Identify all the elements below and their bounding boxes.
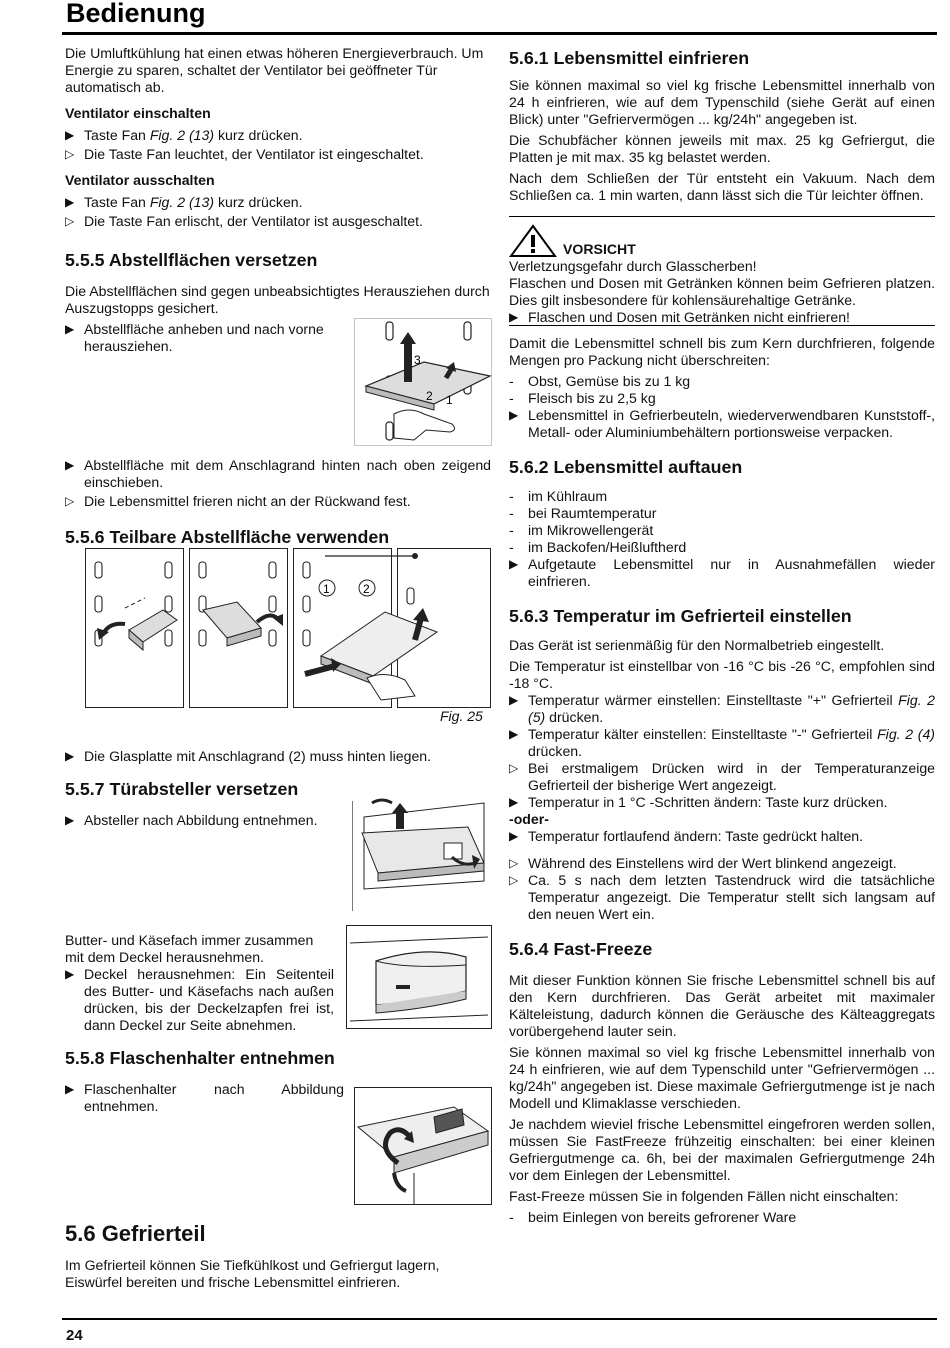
figure-reference: Fig. 2 (4) (877, 726, 935, 742)
fast-freeze-item: - beim Einlegen von bereits gefrorener Ware (509, 1209, 797, 1225)
divided-shelf-illustration (85, 548, 491, 708)
vent-off-result: ▷ Die Taste Fan erlischt, der Ventilator ist ausgeschaltet. (65, 213, 423, 229)
or-separator: -oder- (509, 811, 549, 827)
step-arrow-icon: ▶ (509, 829, 519, 843)
temp-blinking-result: ▷ Während des Einstellens wird der Wert blinkend angezeigt. (509, 855, 897, 871)
warning-step: ▶ Flaschen und Dosen mit Getränken nicht einfrieren! (509, 309, 850, 325)
temp-step-1c: ▶ Temperatur in 1 °C -Schritten ändern: Taste kurz drücken. (509, 794, 888, 810)
warning-line-1: Verletzungsgefahr durch Glasscherben! (509, 258, 757, 274)
warning-line-2: Flaschen und Dosen mit Getränken können beim Gefrieren platzen. Dies gilt insbesondere für kohlensäurehaltige Getränke. (509, 275, 935, 308)
section-5-6-heading: 5.6 Gefrierteil (65, 1221, 206, 1246)
step-arrow-icon: ▶ (65, 813, 75, 827)
thaw-item: - bei Raumtemperatur (509, 505, 657, 521)
warning-title: VORSICHT (563, 241, 636, 257)
divided-shelf-label-1: 1 (323, 582, 330, 596)
section-5-6-2-heading: 5.6.2 Lebensmittel auftauen (509, 457, 743, 477)
amount-item: - Obst, Gemüse bis zu 1 kg (509, 373, 691, 389)
vent-off-step: ▶ Taste Fan Fig. 2 (13) kurz drücken. (65, 194, 303, 210)
glass-plate-step: ▶ Die Glasplatte mit Anschlagrand (2) muss hinten liegen. (65, 748, 432, 764)
warning-rule-bottom (509, 325, 935, 326)
temp-colder-step: ▶ Temperatur kälter einstellen: Einstelltaste "-" Gefrierteil Fig. 2 (4) drücken. (509, 726, 935, 759)
section-5-5-7-heading: 5.5.7 Türabsteller versetzen (65, 779, 299, 799)
step-arrow-icon: ▶ (509, 727, 519, 741)
step-arrow-icon: ▶ (65, 1082, 75, 1096)
step-arrow-icon: ▶ (65, 128, 75, 142)
result-arrow-icon: ▷ (65, 214, 75, 228)
section-5-6-text: Im Gefrierteil können Sie Tiefkühlkost und Gefriergut lagern, Eiswürfel bereiten und frische Lebensmittel einfrieren. (65, 1257, 440, 1290)
vacuum-paragraph: Nach dem Schließen der Tür entsteht ein Vakuum. Nach dem Schließen ca. 1 min warten, dann lässt sich die Tür leichter öffnen. (509, 170, 935, 203)
figure-25-caption: Fig. 25 (440, 708, 483, 724)
door-shelf-step: ▶ Absteller nach Abbildung entnehmen. (65, 812, 318, 828)
result-arrow-icon: ▷ (509, 761, 519, 775)
temp-continuous-step: ▶ Temperatur fortlaufend ändern: Taste gedrückt halten. (509, 828, 864, 844)
result-arrow-icon: ▷ (509, 856, 519, 870)
refreeze-step: ▶ Aufgetaute Lebensmittel nur in Ausnahmefällen wieder einfrieren. (509, 556, 935, 589)
step-arrow-icon: ▶ (65, 322, 75, 336)
divided-shelf-figure (85, 548, 491, 708)
section-5-5-5-intro: Die Abstellflächen sind gegen unbeabsichtigtes Herausziehen durch Auszugstopps gesichert. (65, 283, 490, 316)
step-arrow-icon: ▶ (65, 967, 75, 981)
intro-paragraph: Die Umluftkühlung hat einen etwas höheren Energieverbrauch. Um Energie zu sparen, schaltet der Ventilator bei geöffneter Tür automatisch ab. (65, 45, 484, 95)
shelf-label-2: 2 (426, 389, 433, 403)
section-5-6-1-heading: 5.6.1 Lebensmittel einfrieren (509, 48, 750, 68)
fast-freeze-paragraph-2: Sie können maximal so viel kg frische Lebensmittel innerhalb von 24 h einfrieren, wie auf dem Typenschild unter "Gefriervermögen ... kg/24h" angegeben ist. Diese maximale Gefriergutmenge ist je nach Modell und Klimaklasse verschieden. (509, 1044, 935, 1111)
drawer-load-paragraph: Die Schubfächer können jeweils mit max. 25 kg Gefriergut, die Platten je mit max. 35 kg belastet werden. (509, 132, 935, 165)
figure-reference: Fig. 2 (13) (149, 194, 215, 210)
warning-box (509, 216, 935, 326)
vent-on-result: ▷ Die Taste Fan leuchtet, der Ventilator ist eingeschaltet. (65, 146, 424, 162)
result-arrow-icon: ▷ (65, 494, 75, 508)
door-shelf-illustration (352, 793, 492, 911)
section-5-5-6-heading: 5.5.6 Teilbare Abstellfläche verwenden (65, 527, 390, 547)
footer-rule (62, 1318, 937, 1320)
fast-freeze-paragraph-4: Fast-Freeze müssen Sie in folgenden Fällen nicht einschalten: (509, 1188, 899, 1204)
butter-compartment-illustration (346, 925, 492, 1029)
divided-shelf-label-2: 2 (363, 582, 370, 596)
temp-first-press-result: ▷ Bei erstmaligem Drücken wird in der Temperaturanzeige Gefrierteil der bisherige Wert angezeigt. (509, 760, 935, 793)
packing-step: ▶ Lebensmittel in Gefrierbeuteln, wiederverwendbaren Kunststoff-, Metall- oder Aluminiumbehältern portionsweise verpacken. (509, 407, 935, 440)
header-rule (62, 32, 937, 35)
thaw-item: - im Backofen/Heißluftherd (509, 539, 687, 555)
right-column (509, 45, 935, 1226)
temp-actual-result: ▷ Ca. 5 s nach dem letzten Tastendruck wird die tatsächliche Temperatur angezeigt. Die Temperatur stellt sich langsam auf den neuen Wert ein. (509, 872, 935, 922)
section-5-5-5-heading: 5.5.5 Abstellflächen versetzen (65, 250, 318, 270)
warning-triangle-icon (509, 224, 557, 258)
vent-on-heading: Ventilator einschalten (65, 105, 211, 121)
figure-reference: Fig. 2 (13) (149, 127, 215, 143)
shelf-remove-step: ▶ Abstellfläche anheben und nach vorne herausziehen. (65, 321, 324, 354)
result-arrow-icon: ▷ (65, 147, 75, 161)
temp-warmer-step: ▶ Temperatur wärmer einstellen: Einstelltaste "+" Gefrierteil Fig. 2 (5) drücken. (509, 692, 935, 725)
shelf-insert-step: ▶ Abstellfläche mit dem Anschlagrand hinten nach oben zeigend einschieben. (65, 457, 491, 490)
amount-item: - Fleisch bis zu 2,5 kg (509, 390, 656, 406)
amount-intro: Damit die Lebensmittel schnell bis zum Kern durchfrieren, folgende Mengen pro Packung nicht überschreiten: (509, 335, 935, 368)
thaw-item: - im Kühlraum (509, 488, 608, 504)
result-arrow-icon: ▷ (509, 873, 519, 887)
fast-freeze-paragraph-3: Je nachdem wieviel frische Lebensmittel eingefroren werden sollen, müssen Sie FastFreeze frühzeitig einschalten: bei einer kleinen Gefriergutmenge ca. 6h, bei der maximalen Gefriergutmenge 24h vor dem Einlegen der Lebensmittel. (509, 1116, 935, 1183)
temp-default-paragraph: Das Gerät ist serienmäßig für den Normalbetrieb eingestellt. (509, 637, 885, 653)
shelf-label-1: 1 (446, 393, 453, 407)
step-arrow-icon: ▶ (509, 557, 519, 571)
step-arrow-icon: ▶ (65, 458, 75, 472)
freeze-capacity-paragraph: Sie können maximal so viel kg frische Lebensmittel innerhalb von 24 h einfrieren, wie auf dem Typenschild (siehe Gerät auf einen Blick) unter "Gefriervermögen ... kg/24h" angegeben ist. (509, 77, 935, 127)
section-5-6-4-heading: 5.6.4 Fast-Freeze (509, 939, 653, 959)
page-title: Bedienung (66, 0, 206, 28)
section-5-6-3-heading: 5.6.3 Temperatur im Gefrierteil einstellen (509, 606, 852, 626)
shelf-result: ▷ Die Lebensmittel frieren nicht an der Rückwand fest. (65, 493, 411, 509)
step-arrow-icon: ▶ (65, 195, 75, 209)
step-arrow-icon: ▶ (65, 749, 75, 763)
shelf-label-3: 3 (414, 353, 421, 367)
thaw-item: - im Mikrowellengerät (509, 522, 654, 538)
page-number: 24 (66, 1327, 83, 1344)
bottle-holder-illustration (354, 1087, 492, 1205)
step-arrow-icon: ▶ (509, 693, 519, 707)
step-arrow-icon: ▶ (509, 408, 519, 422)
step-arrow-icon: ▶ (509, 795, 519, 809)
fast-freeze-paragraph-1: Mit dieser Funktion können Sie frische Lebensmittel schnell bis auf den Kern durchfrieren. Das Gerät arbeitet mit maximaler Kälteleistung, dadurch können die Geräusche des Kälteaggregats vorübergehend lauter sein. (509, 972, 935, 1039)
temp-range-paragraph: Die Temperatur ist einstellbar von -16 °C bis -26 °C, empfohlen sind -18 °C. (509, 658, 935, 691)
warning-rule-top (509, 216, 935, 217)
vent-off-heading: Ventilator ausschalten (65, 172, 215, 188)
section-5-5-8-heading: 5.5.8 Flaschenhalter entnehmen (65, 1048, 335, 1068)
vent-on-step: ▶ Taste Fan Fig. 2 (13) kurz drücken. (65, 127, 303, 143)
butter-intro: Butter- und Käsefach immer zusammen mit dem Deckel herausnehmen. (65, 932, 314, 965)
shelf-removal-illustration (354, 318, 492, 446)
bottle-holder-step: ▶ Flaschenhalter nach Abbildung entnehmen. (65, 1081, 344, 1114)
butter-lid-step: ▶ Deckel herausnehmen: Ein Seitenteil des Butter- und Käsefachs nach außen drücken, bis der Deckelzapfen frei ist, dann Deckel zur Seite abnehmen. (65, 966, 334, 1033)
step-arrow-icon: ▶ (509, 310, 519, 324)
figure-reference: Fig. 2 (5) (528, 692, 935, 725)
